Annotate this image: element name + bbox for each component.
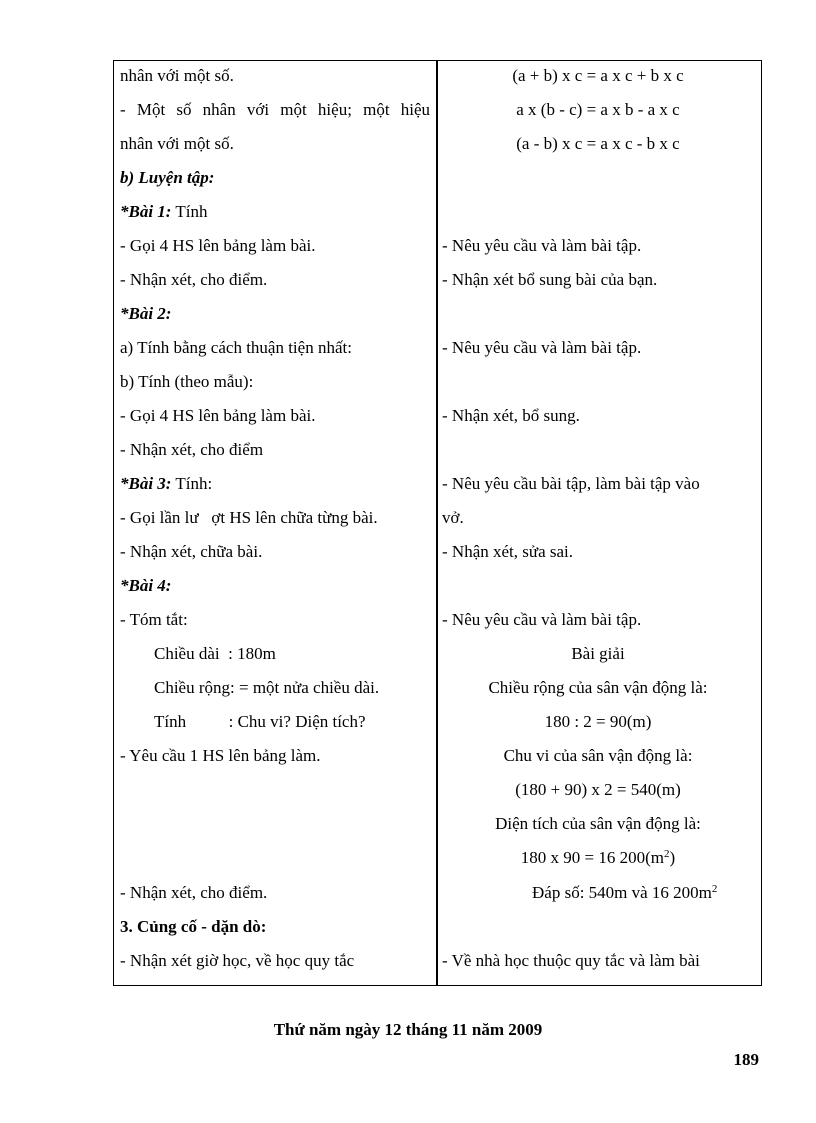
formula-2: a x (b - c) = a x b - a x c <box>516 100 680 119</box>
dien-tich-calc-text: 180 x 90 = 16 200(m <box>520 848 665 867</box>
bai-3-text: Tính: <box>171 474 213 493</box>
right-bai-4: - Nêu yêu cầu và làm bài tập. <box>442 610 642 629</box>
ve-nha: - Về nhà học thuộc quy tắc và làm bài <box>442 951 700 970</box>
tinh: Tính : Chu vi? Diện tích? <box>154 712 366 731</box>
chu-vi-calc: (180 + 90) x 2 = 540(m) <box>515 780 681 799</box>
chieu-rong-calc: 180 : 2 = 90(m) <box>544 712 652 731</box>
bai-1-heading <box>120 195 208 229</box>
right-bai-3-b: vở. <box>442 508 464 527</box>
formula-1: (a + b) x c = a x c + b x c <box>512 66 684 85</box>
bai-3-goi: - Gọi lần lư ợt HS lên chữa từng bài. <box>120 508 378 527</box>
right-bai-2-nhan-xet: - Nhận xét, bổ sung. <box>442 406 580 425</box>
bai-1-text: Tính <box>171 202 208 221</box>
right-bai-1-nhan-xet: - Nhận xét bổ sung bài của bạn. <box>442 270 658 289</box>
dap-so-sup: 2 <box>711 883 718 895</box>
right-bai-1: - Nêu yêu cầu và làm bài tập. <box>442 236 642 255</box>
bai-2-label: *Bài 2: <box>120 304 172 323</box>
dien-tich-calc <box>438 841 758 875</box>
dien-tich-sup: 2 <box>664 848 670 860</box>
chu-vi-label: Chu vi của sân vận động là: <box>503 746 693 765</box>
chieu-dai: Chiều dài : 180m <box>154 644 276 663</box>
left-line-1: nhân với một số. <box>120 66 234 85</box>
bai-4-label: *Bài 4: <box>120 576 172 595</box>
chieu-rong: Chiều rộng: = một nửa chiều dài. <box>154 678 380 697</box>
bai-4-nhan-xet: - Nhận xét, cho điểm. <box>120 883 268 902</box>
right-bai-2: - Nêu yêu cầu và làm bài tập. <box>442 338 642 357</box>
bai-3-nhan-xet: - Nhận xét, chữa bài. <box>120 542 263 561</box>
formula-3: (a - b) x c = a x c - b x c <box>516 134 680 153</box>
cung-co-heading: 3. Củng cố - dặn dò: <box>120 917 267 936</box>
right-bai-3-a: - Nêu yêu cầu bài tập, làm bài tập vào <box>442 474 700 493</box>
luyen-tap-heading: b) Luyện tập: <box>120 168 215 187</box>
bai-3-label: *Bài 3: <box>120 474 172 493</box>
left-line-3: nhân với một số. <box>120 134 234 153</box>
bai-2-a: a) Tính bằng cách thuận tiện nhất: <box>120 338 352 357</box>
yeu-cau: - Yêu cầu 1 HS lên bảng làm. <box>120 746 321 765</box>
bai-3-heading <box>120 467 212 501</box>
footer-date: Thứ năm ngày 12 tháng 11 năm 2009 <box>273 1020 543 1039</box>
nhan-xet-gio-hoc: - Nhận xét giờ học, về học quy tắc <box>120 951 355 970</box>
tom-tat: - Tóm tắt: <box>120 610 188 629</box>
left-line-2: - Một số nhân với một hiệu; một hiệu <box>120 100 430 119</box>
bai-1-label: *Bài 1: <box>120 202 172 221</box>
bai-2-b: b) Tính (theo mẫu): <box>120 372 254 391</box>
bai-2-nhan-xet: - Nhận xét, cho điểm <box>120 440 264 459</box>
right-bai-3-nhan-xet: - Nhận xét, sửa sai. <box>442 542 574 561</box>
page-number: 189 <box>733 1050 759 1069</box>
chieu-rong-label: Chiều rộng của sân vận động là: <box>488 678 708 697</box>
bai-1-goi: - Gọi 4 HS lên bảng làm bài. <box>120 236 316 255</box>
dap-so <box>532 876 717 910</box>
dap-so-text: Đáp số: 540m và 16 200m <box>532 883 712 902</box>
bai-1-nhan-xet: - Nhận xét, cho điểm. <box>120 270 268 289</box>
lesson-table <box>113 60 762 986</box>
dien-tich-label: Diện tích của sân vận động là: <box>495 814 701 833</box>
bai-giai-heading: Bài giải <box>571 644 625 663</box>
bai-2-goi: - Gọi 4 HS lên bảng làm bài. <box>120 406 316 425</box>
dien-tich-close: ) <box>669 848 676 867</box>
